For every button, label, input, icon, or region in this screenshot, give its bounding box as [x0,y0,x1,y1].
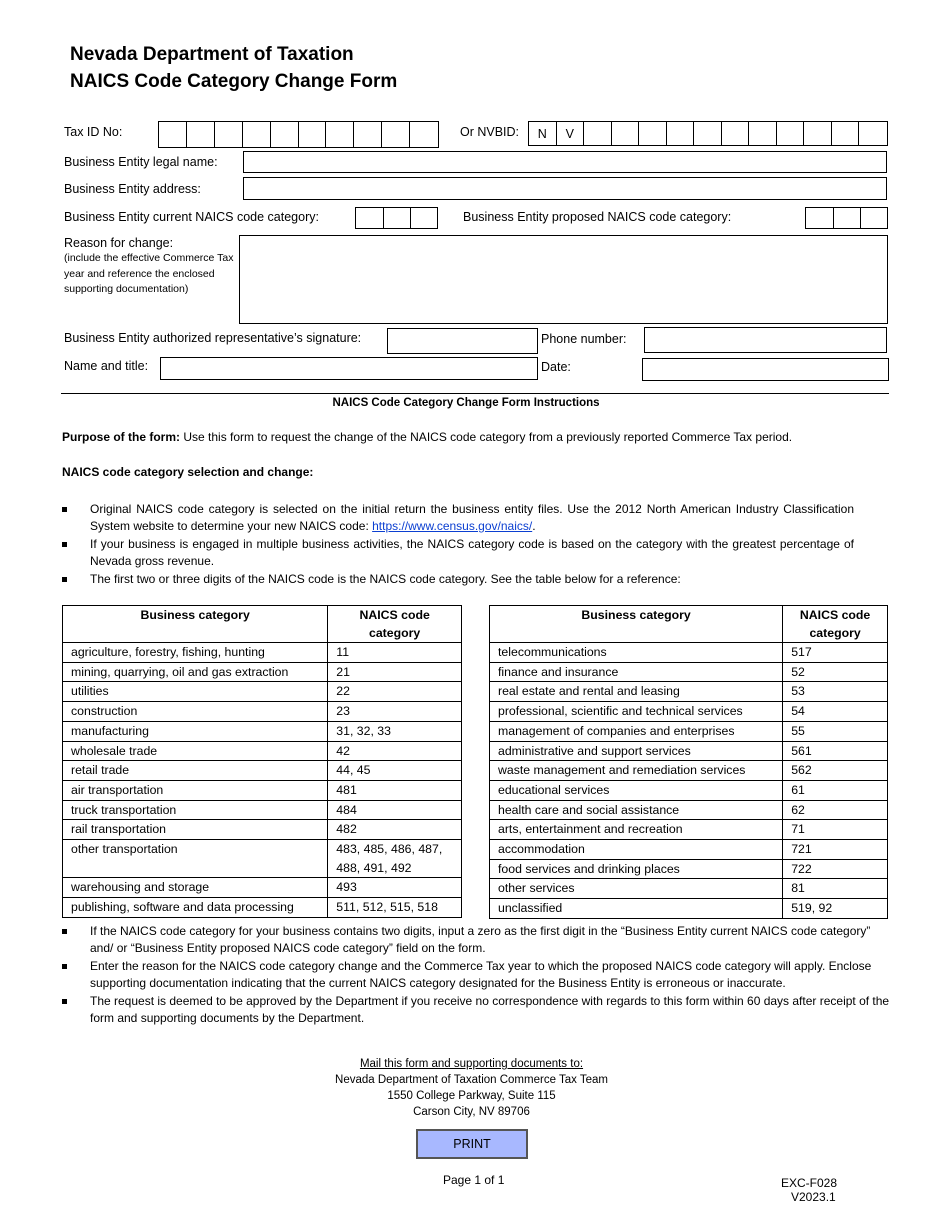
business-category-cell: administrative and support services [490,741,783,761]
mail-line: 1550 College Parkway, Suite 115 [387,1090,556,1102]
business-category-cell: truck transportation [63,800,328,820]
table-row [63,702,462,722]
business-category-cell: retail trade [63,761,328,781]
naics-code-cell: 482 [328,820,462,840]
purpose-label: Purpose of the form: [62,430,181,444]
table-row [63,780,462,800]
table-row [490,643,888,663]
table-row [63,800,462,820]
business-category-cell: health care and social assistance [490,800,783,820]
page-number: Page 1 of 1 [443,1173,505,1187]
business-category-cell: real estate and rental and leasing [490,682,783,702]
naics-code-cell: 493 [328,878,462,898]
naics-code-cell: 53 [783,682,888,702]
mail-line: Nevada Department of Taxation Commerce Tax Team [335,1074,608,1086]
mail-heading: Mail this form and supporting documents to: [359,1058,584,1070]
naics-code-cell: 54 [783,702,888,722]
list-item: Enter the reason for the NAICS code category change and the Commerce Tax year to which the proposed NAICS code category will apply. Enclose supporting documentation indicating that the current NAICS category designated for the Business Entity is erroneous or inaccurate. [62,958,892,992]
naics-code-cell: 561 [783,741,888,761]
date-label: Date: [541,360,571,374]
list-item: The first two or three digits of the NAICS code is the NAICS code category. See the table below for a reference: [62,571,854,588]
business-category-cell: mining, quarrying, oil and gas extraction [63,662,328,682]
naics-code-cell: 721 [783,840,888,860]
naics-code-cell: 42 [328,741,462,761]
naics-code-cell: 22 [328,682,462,702]
business-category-cell: publishing, software and data processing [63,898,328,918]
business-category-cell: air transportation [63,780,328,800]
legal-name-label: Business Entity legal name: [64,155,218,169]
naics-code-cell: 517 [783,643,888,663]
table-row [63,682,462,702]
table-row [490,780,888,800]
business-category-cell: construction [63,702,328,722]
reason-note: (include the effective Commerce Tax year and reference the enclosed supporting documentation) [64,252,234,295]
column-header: Business category [63,606,328,643]
column-header: Business category [490,606,783,643]
naics-table-right [489,605,888,919]
business-category-cell: arts, entertainment and recreation [490,820,783,840]
legal-name-input[interactable] [243,151,887,173]
form-title: NAICS Code Category Change Form [70,71,398,92]
list-item: If the NAICS code category for your business contains two digits, input a zero as the first digit in the “Business Entity current NAICS code category” and/ or “Business Entity proposed NAICS code category” field on the form. [62,923,892,957]
naics-code-cell: 71 [783,820,888,840]
naics-code-cell: 44, 45 [328,761,462,781]
instructions-heading: NAICS Code Category Change Form Instructions [332,397,600,409]
business-category-cell: utilities [63,682,328,702]
naics-code-cell: 11 [328,643,462,663]
tax-id-label: Tax ID No: [64,125,123,139]
naics-code-cell: 511, 512, 515, 518 [328,898,462,918]
naics-code-cell: 62 [783,800,888,820]
naics-code-cell: 481 [328,780,462,800]
signature-input[interactable] [387,328,538,354]
current-naics-label: Business Entity current NAICS code category: [64,210,319,224]
list-item: The request is deemed to be approved by the Department if you receive no correspondence with regards to this form within 60 days after receipt of the form and supporting documents by the Department. [62,993,892,1027]
phone-label: Phone number: [541,332,627,346]
table-row [63,840,462,878]
naics-code-cell: 484 [328,800,462,820]
business-category-cell: other services [490,879,783,899]
signature-label: Business Entity authorized representative’s signature: [64,331,362,345]
nvbid-label: Or NVBID: [460,125,520,139]
table-row [63,721,462,741]
table-row [490,662,888,682]
table-row [490,820,888,840]
naics-code-cell: 21 [328,662,462,682]
business-category-cell: food services and drinking places [490,859,783,879]
column-header: NAICS code category [783,606,888,643]
table-row [63,643,462,663]
naics-table-left [62,605,462,918]
naics-code-cell: 519, 92 [783,899,888,919]
purpose-text: Use this form to request the change of the NAICS code category from a previously reported Commerce Tax period. [180,430,793,444]
column-header: NAICS code category [328,606,462,643]
form-title-agency: Nevada Department of Taxation [70,44,354,65]
name-title-label: Name and title: [64,359,149,373]
reason-label: Reason for change: [64,236,174,250]
nvbid-prefix-n: N [529,122,557,145]
divider [61,393,889,394]
naics-code-cell: 23 [328,702,462,722]
date-input[interactable] [642,358,889,381]
mail-block [250,1056,693,1120]
naics-code-cell: 722 [783,859,888,879]
business-category-cell: telecommunications [490,643,783,663]
business-category-cell: management of companies and enterprises [490,721,783,741]
business-category-cell: educational services [490,780,783,800]
business-category-cell: agriculture, forestry, fishing, hunting [63,643,328,663]
table-row [490,879,888,899]
instructions-list-top [62,501,854,589]
form-version: V2023.1 [791,1190,836,1204]
nvbid-prefix-v: V [565,127,574,141]
table-row [490,741,888,761]
business-category-cell: wholesale trade [63,741,328,761]
address-label: Business Entity address: [64,182,201,196]
business-category-cell: warehousing and storage [63,878,328,898]
table-row [63,878,462,898]
current-naics-field[interactable] [355,207,438,229]
form-id: EXC-F028 [781,1176,838,1190]
business-category-cell: other transportation [63,840,328,878]
reason-textarea[interactable] [239,235,888,324]
tax-id-field[interactable] [158,121,439,148]
phone-input[interactable] [644,327,887,353]
business-category-cell: manufacturing [63,721,328,741]
instructions-list-bottom [62,923,892,1028]
selection-heading: NAICS code category selection and change: [62,465,314,479]
table-row [490,840,888,860]
business-category-cell: professional, scientific and technical services [490,702,783,722]
print-button[interactable]: PRINT [416,1129,528,1159]
business-category-cell: finance and insurance [490,662,783,682]
table-row [490,721,888,741]
naics-code-cell: 61 [783,780,888,800]
naics-code-cell: 483, 485, 486, 487, 488, 491, 492 [328,840,462,878]
table-row [490,899,888,919]
name-title-input[interactable] [160,357,538,380]
list-item: If your business is engaged in multiple business activities, the NAICS category code is based on the category with the greatest percentage of Nevada gross revenue. [62,536,854,570]
proposed-naics-label: Business Entity proposed NAICS code category: [463,210,732,224]
business-category-cell: unclassified [490,899,783,919]
table-row [490,682,888,702]
proposed-naics-field[interactable] [805,207,888,229]
table-row [63,820,462,840]
list-item: Original NAICS code category is selected on the initial return the business entity files. Use the 2012 North American Industry Classification System website to determine your new NAICS code: https://www.census.gov/naics/. [62,501,854,535]
mail-line: Carson City, NV 89706 [413,1106,530,1118]
table-row [490,800,888,820]
table-row [490,859,888,879]
business-category-cell: waste management and remediation services [490,761,783,781]
table-row [63,761,462,781]
nvbid-prefix [528,121,584,146]
naics-code-cell: 31, 32, 33 [328,721,462,741]
table-row [63,741,462,761]
naics-code-cell: 52 [783,662,888,682]
naics-code-cell: 55 [783,721,888,741]
nvbid-field[interactable] [583,121,888,146]
naics-code-cell: 81 [783,879,888,899]
table-row [63,662,462,682]
table-row [490,702,888,722]
purpose-paragraph [62,429,892,446]
table-row [490,761,888,781]
census-naics-link[interactable]: https://www.census.gov/naics/ [372,519,533,533]
business-category-cell: rail transportation [63,820,328,840]
address-input[interactable] [243,177,887,200]
table-row [63,898,462,918]
business-category-cell: accommodation [490,840,783,860]
naics-code-cell: 562 [783,761,888,781]
